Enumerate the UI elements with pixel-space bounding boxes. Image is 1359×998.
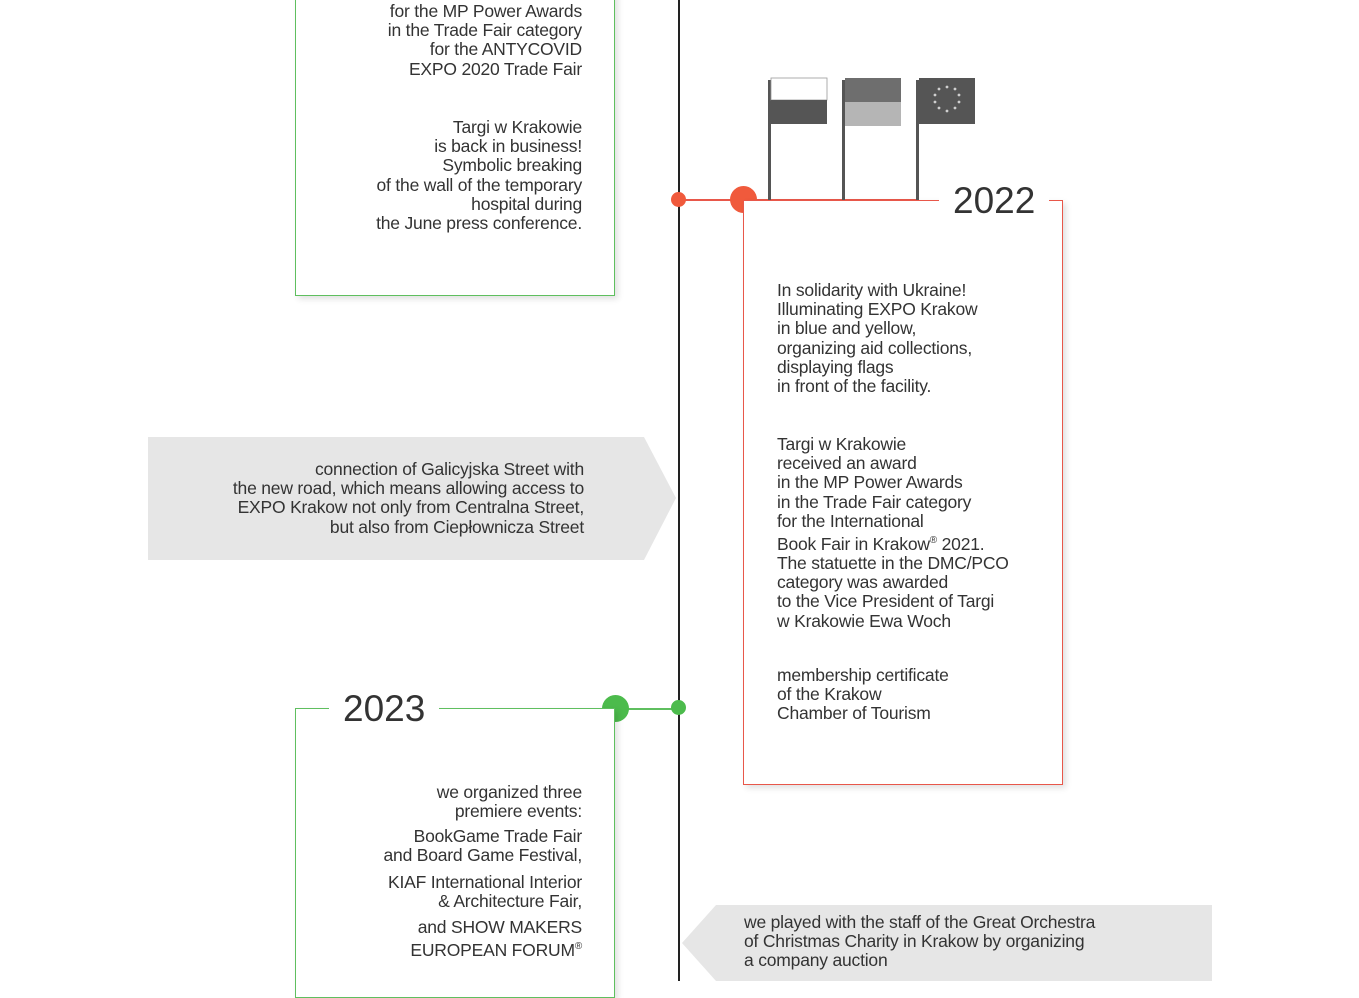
- award-2022-text: [777, 435, 1057, 631]
- event-kiaf: KIAF International Interior & Architecture Fair,: [387, 872, 582, 912]
- timeline-dot-small-2022: [671, 192, 686, 207]
- road-panel-text: connection of Galicyjska Street with the new road, which means allowing access to EXPO Krakow not only from Centralna Street, but also from Ciepłownicza Street: [232, 459, 584, 537]
- event-showmakers: [292, 918, 582, 960]
- ukraine-text: In solidarity with Ukraine! Illuminating EXPO Krakow in blue and yellow, organizing aid collections, displaying flags in front of the facility.: [777, 280, 978, 397]
- event-showmakers-text: and SHOW MAKERS EUROPEAN FORUM: [410, 917, 582, 961]
- poland-flag-icon: [768, 78, 827, 202]
- timeline-dot-small-2023: [671, 700, 686, 715]
- year-label-2023: 2023: [329, 689, 439, 729]
- timeline-card-2023: [295, 708, 615, 998]
- award-2022-post: 2021. The statuette in the DMC/PCO category was awarded to the Vice President of Targi w Krakowie Ewa Woch: [777, 533, 1009, 631]
- registered-mark-2023: ®: [574, 941, 582, 953]
- krakow-flag-icon: [842, 78, 901, 202]
- award-text: for the MP Power Awards in the Trade Fair category for the ANTYCOVID EXPO 2020 Trade Fair: [387, 1, 582, 79]
- award-2022-pre: Targi w Krakowie received an award in the MP Power Awards in the Trade Fair category for the International Book Fair in Krakow: [777, 434, 972, 554]
- event-bookgame: BookGame Trade Fair and Board Game Festival,: [383, 826, 582, 866]
- registered-mark: ®: [929, 535, 937, 547]
- year-label-2022: 2022: [939, 181, 1049, 221]
- timeline-card-2020: [295, 0, 615, 296]
- timeline-axis: [678, 0, 680, 981]
- events-intro: we organized three premiere events:: [436, 782, 582, 822]
- orchestra-panel-text: we played with the staff of the Great Orchestra of Christmas Charity in Krakow by organizing a company auction: [744, 912, 1096, 971]
- membership-text: membership certificate of the Krakow Chamber of Tourism: [777, 665, 949, 724]
- timeline-card-2022: [743, 200, 1063, 785]
- business-text: Targi w Krakowie is back in business! Symbolic breaking of the wall of the temporary hospital during the June press conference.: [376, 117, 582, 234]
